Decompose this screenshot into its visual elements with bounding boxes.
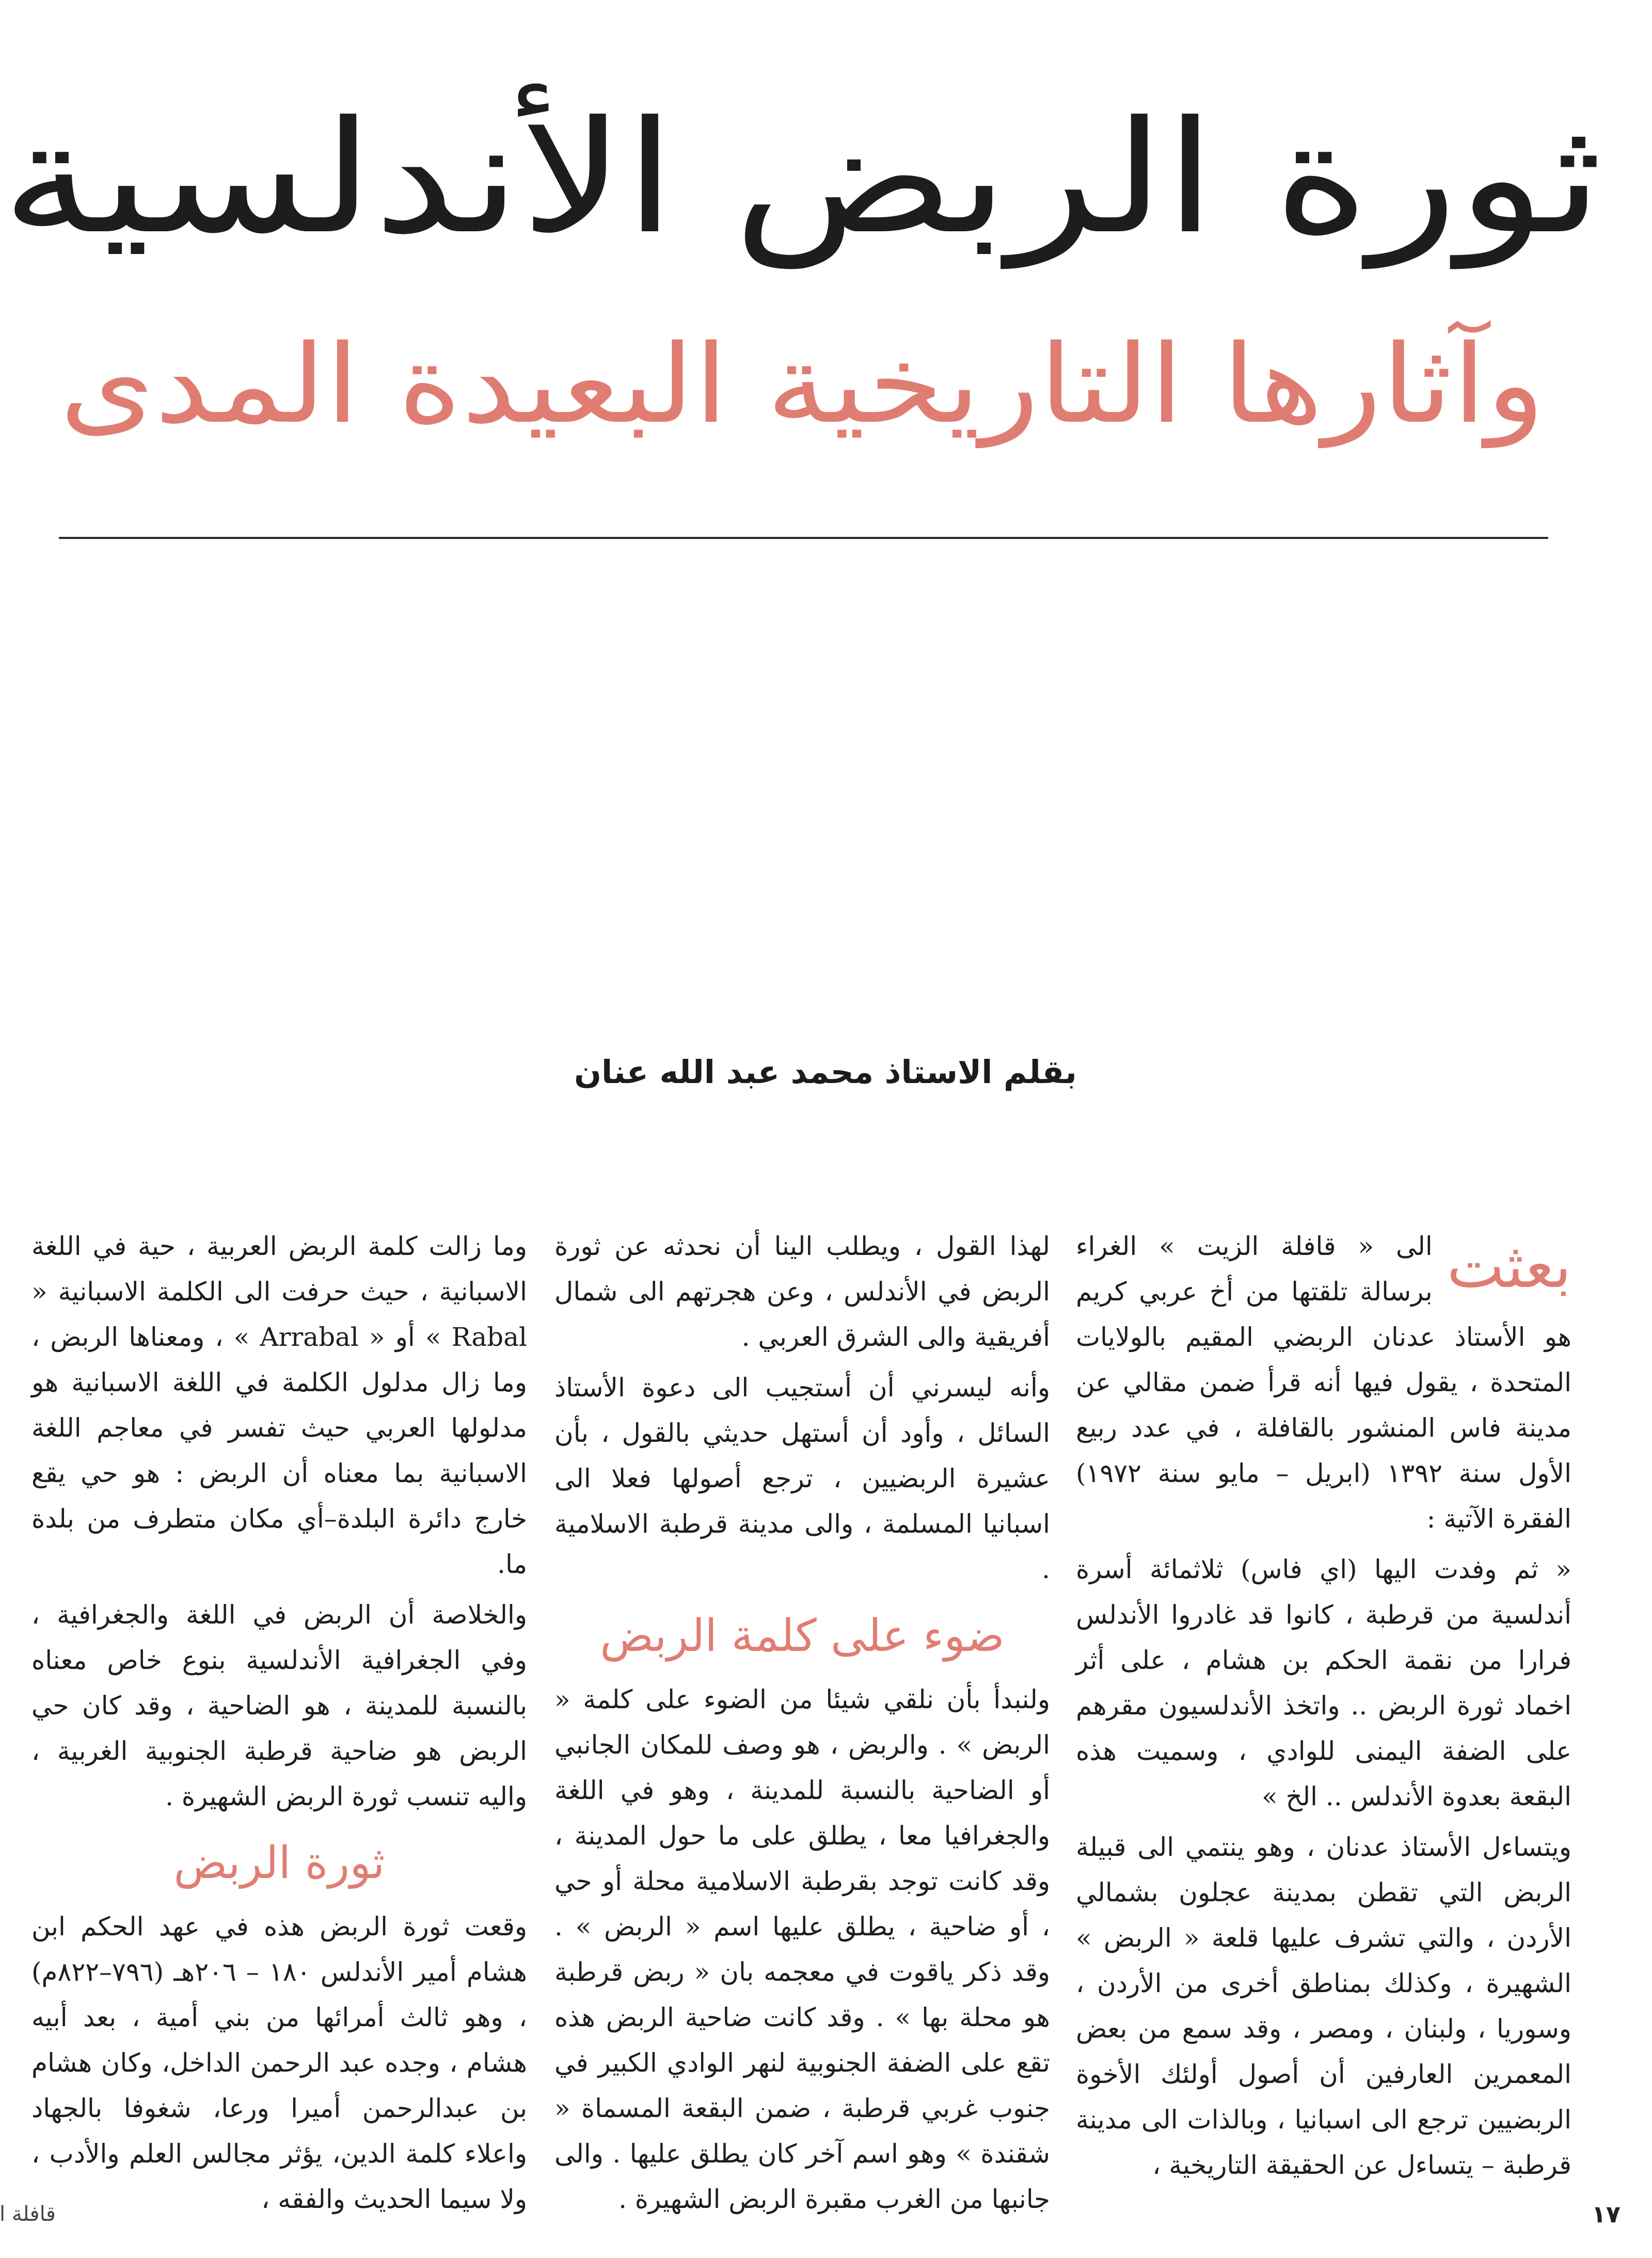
text-column-right (1076, 1223, 1572, 2194)
paragraph: وما زالت كلمة الربض العربية ، حية في اللغة الاسبانية ، حيث حرفت الى الكلمة الاسبانية « Rabal » أو « Arrabal » ، ومعناها الربض ، وما زال مدلول الكلمة في اللغة الاسبانية هو مدلولها العربي حيث تفسر في معاجم اللغة الاسبانية بما معناه أن الربض : هو حي يقع خارج دائرة البلدة–أي مكان متطرف من بلدة ما. (32, 1231, 528, 1579)
section-heading: ثورة الربض (174, 1837, 386, 1889)
paragraph-text: الى « قافلة الزيت » الغراء برسالة تلقتها من أخ عربي كريم هو الأستاذ عدنان الربضي المقيم بالولايات المتحدة ، يقول فيها أنه قرأ ضمن مقالي عن مدينة فاس المنشور بالقافلة ، في عدد ربيع الأول سنة ١٣٩٢ (ابريل – مايو سنة ١٩٧٢) الفقرة الآتية : (1076, 1231, 1572, 1534)
page-number: ١٧ (1592, 2200, 1621, 2228)
paragraph: وقعت ثورة الربض هذه في عهد الحكم ابن هشام أمير الأندلس ١٨٠ – ٢٠٦هـ (٧٩٦–٨٢٢م) ، وهو ثالث أمرائها من بني أمية ، بعد أبيه هشام ، وجده عبد الرحمن الداخل، وكان هشام بن عبدالرحمن أميرا ورعا، شغوفا بالجهاد واعلاء كلمة الدين، يؤثر مجالس العلم والأدب ، ولا سيما الحديث والفقه ، (32, 1912, 528, 2214)
dropcap-word: بعثت (1447, 1230, 1572, 1301)
section-heading: ضوء على كلمة الربض (600, 1610, 1005, 1662)
paragraph: والخلاصة أن الربض في اللغة والجغرافية ، وفي الجغرافية الأندلسية بنوع خاص معناه بالنسبة للمدينة ، هو الضاحية ، وقد كان حي الربض هو ضاحية قرطبة الجنوبية الغربية ، واليه تنسب ثورة الربض الشهيرة . (32, 1600, 528, 1811)
article-title: ثورة الربض الأندلسية (2, 88, 1603, 268)
paragraph: ويتساءل الأستاذ عدنان ، وهو ينتمي الى قبيلة الربض التي تقطن بمدينة عجلون بشمالي الأردن ، والتي تشرف عليها قلعة « الربض » الشهيرة ، وكذلك بمناطق أخرى من الأردن ، وسوريا ، ولبنان ، ومصر ، وقد سمع من بعض المعمرين العارفين أن أصول أولئك الأخوة الربضيين ترجع الى اسبانيا ، وبالذات الى مدينة قرطبة – يتساءل عن الحقيقة التاريخية ، (1076, 1832, 1572, 2180)
title-divider (59, 537, 1549, 539)
article-subtitle: وآثارها التاريخية البعيدة المدى (60, 321, 1546, 448)
paragraph: وأنه ليسرني أن أستجيب الى دعوة الأستاذ السائل ، وأود أن أستهل حديثي بالقول ، بأن عشيرة الربضيين ، ترجع أصولها فعلا الى اسبانيا المسلمة ، والى مدينة قرطبة الاسلامية . (555, 1373, 1051, 1584)
paragraph: لهذا القول ، ويطلب الينا أن نحدثه عن ثورة الربض في الأندلس ، وعن هجرتهم الى شمال أفريقية والى الشرق العربي . (555, 1231, 1051, 1352)
paragraph: ولنبدأ بأن نلقي شيئا من الضوء على كلمة « الربض » . والربض ، هو وصف للمكان الجانبي أو الضاحية بالنسبة للمدينة ، وهو في اللغة والجغرافيا معا ، يطلق على ما حول المدينة ، وقد كانت توجد بقرطبة الاسلامية محلة أو حي ، أو ضاحية ، يطلق عليها اسم « الربض » . وقد ذكر ياقوت في معجمه بان « ربض قرطبة هو محلة بها » . وقد كانت ضاحية الربض هذه تقع على الضفة الجنوبية لنهر الوادي الكبير في جنوب غربي قرطبة ، ضمن البقعة المسماة « شقندة » وهو اسم آخر كان يطلق عليها . والى جانبها من الغرب مقبرة الربض الشهيرة . (555, 1684, 1051, 2214)
magazine-name: قافلة ا (0, 2202, 56, 2226)
text-column-middle (555, 1223, 1051, 2214)
paragraph: « ثم وفدت اليها (اي فاس) ثلاثمائة أسرة أندلسية من قرطبة ، كانوا قد غادروا الأندلس فرارا من نقمة الحكم بن هشام ، على أثر اخماد ثورة الربض .. واتخذ الأندلسيون مقرهم على الضفة اليمنى للوادي ، وسميت هذه البقعة بعدوة الأندلس .. الخ » (1076, 1554, 1572, 1811)
paragraph (1076, 1223, 1572, 1541)
author-byline: بقلم الاستاذ محمد عبد الله عنان (575, 1053, 1077, 1091)
text-column-left (32, 1223, 528, 2214)
